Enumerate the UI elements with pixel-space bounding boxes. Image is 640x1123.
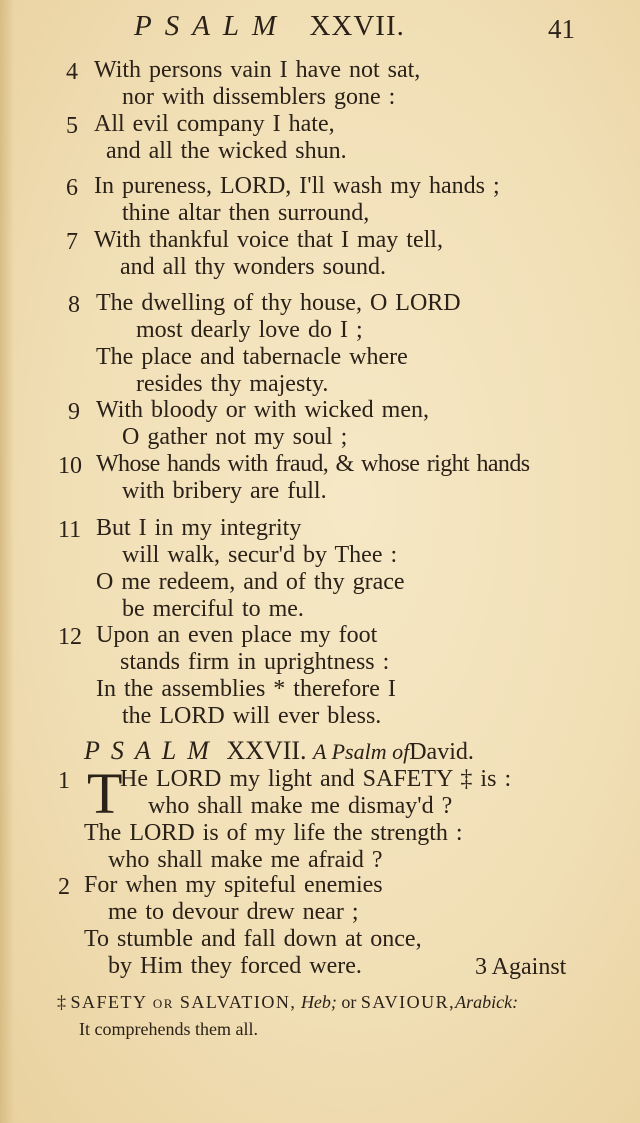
- verse-number: 10: [58, 453, 82, 479]
- psalm-number: XXVII.: [226, 736, 307, 765]
- running-head: [134, 10, 405, 43]
- verse-number: 5: [66, 113, 78, 139]
- verse-number: 6: [66, 175, 78, 201]
- verse-line: thine altar then surround,: [122, 200, 370, 226]
- footnote-saviour: SAVIOUR,: [360, 992, 456, 1012]
- verse-line: nor with dissemblers gone :: [122, 84, 396, 110]
- drop-cap: T: [87, 761, 123, 826]
- verse-line: But I in my integrity: [96, 515, 302, 541]
- verse-line: In pureness, LORD, I'll wash my hands ;: [94, 173, 500, 199]
- verse-line: who shall make me afraid ?: [108, 847, 383, 873]
- psalm-subtitle: A Psalm of: [313, 739, 410, 764]
- verse-line: All evil company I hate,: [94, 111, 335, 137]
- verse-number: 12: [58, 624, 82, 650]
- verse-line: most dearly love do I ;: [136, 317, 363, 343]
- verse-number: 4: [66, 59, 78, 85]
- verse-line: The dwelling of thy house, O LORD: [96, 290, 461, 316]
- footnote-source-arabick: Arabick:: [455, 992, 519, 1012]
- verse-line: To stumble and fall down at once,: [84, 926, 422, 952]
- verse-number: 2: [58, 874, 70, 900]
- psalm-heading: [84, 736, 474, 766]
- verse-number: 8: [68, 292, 80, 318]
- psalm-label: PSALM: [84, 736, 220, 765]
- verse-line: and all the wicked shun.: [106, 138, 347, 164]
- page-edge-shadow: [0, 0, 14, 1123]
- footnote-line-1: [57, 992, 518, 1013]
- verse-number: 7: [66, 229, 78, 255]
- verse-line: will walk, secur'd by Thee :: [122, 542, 398, 568]
- footnote-mark: ‡: [57, 992, 66, 1012]
- page-number: 41: [548, 14, 575, 44]
- verse-line: O gather not my soul ;: [122, 424, 348, 450]
- verse-line: He LORD my light and SAFETY ‡ is :: [120, 766, 512, 792]
- verse-number: 11: [58, 517, 82, 543]
- footnote: [57, 992, 518, 1040]
- verse-line: me to devour drew near ;: [108, 899, 359, 925]
- verse-line: resides thy majesty.: [136, 371, 329, 397]
- verse-line: the LORD will ever bless.: [122, 703, 382, 729]
- verse-line: stands firm in uprightness :: [120, 649, 390, 675]
- verse-line: With thankful voice that I may tell,: [94, 227, 443, 253]
- verse-line: O me redeem, and of thy grace: [96, 569, 405, 595]
- verse-line: In the assemblies * therefore I: [96, 676, 396, 702]
- footnote-term: SAFETY or SALVATION,: [70, 992, 297, 1012]
- footnote-or: or: [341, 992, 357, 1012]
- running-title: PSALM: [134, 10, 290, 42]
- verse-line: with bribery are full.: [122, 478, 327, 504]
- verse-line: The place and tabernacle where: [96, 344, 408, 370]
- running-psalm-number: XXVII.: [309, 10, 405, 42]
- verse-line: by Him they forced were.: [108, 953, 362, 979]
- psalm-author: David.: [409, 739, 474, 765]
- verse-line: For when my spiteful enemies: [84, 872, 383, 898]
- verse-line: and all thy wonders sound.: [120, 254, 386, 280]
- footnote-line-2: It comprehends them all.: [79, 1019, 258, 1039]
- catchword: 3 Against: [475, 954, 567, 980]
- verse-number: 1: [58, 768, 70, 794]
- verse-line: The LORD is of my life the strength :: [84, 820, 463, 846]
- verse-line: Upon an even place my foot: [96, 622, 378, 648]
- verse-line: who shall make me dismay'd ?: [148, 793, 453, 819]
- footnote-source-heb: Heb;: [300, 992, 337, 1012]
- verse-line: be merciful to me.: [122, 596, 304, 622]
- verse-line: Whose hands with fraud, & whose right hands: [96, 451, 530, 477]
- verse-number: 9: [68, 399, 80, 425]
- verse-line: With persons vain I have not sat,: [94, 57, 421, 83]
- verse-line: With bloody or with wicked men,: [96, 397, 429, 423]
